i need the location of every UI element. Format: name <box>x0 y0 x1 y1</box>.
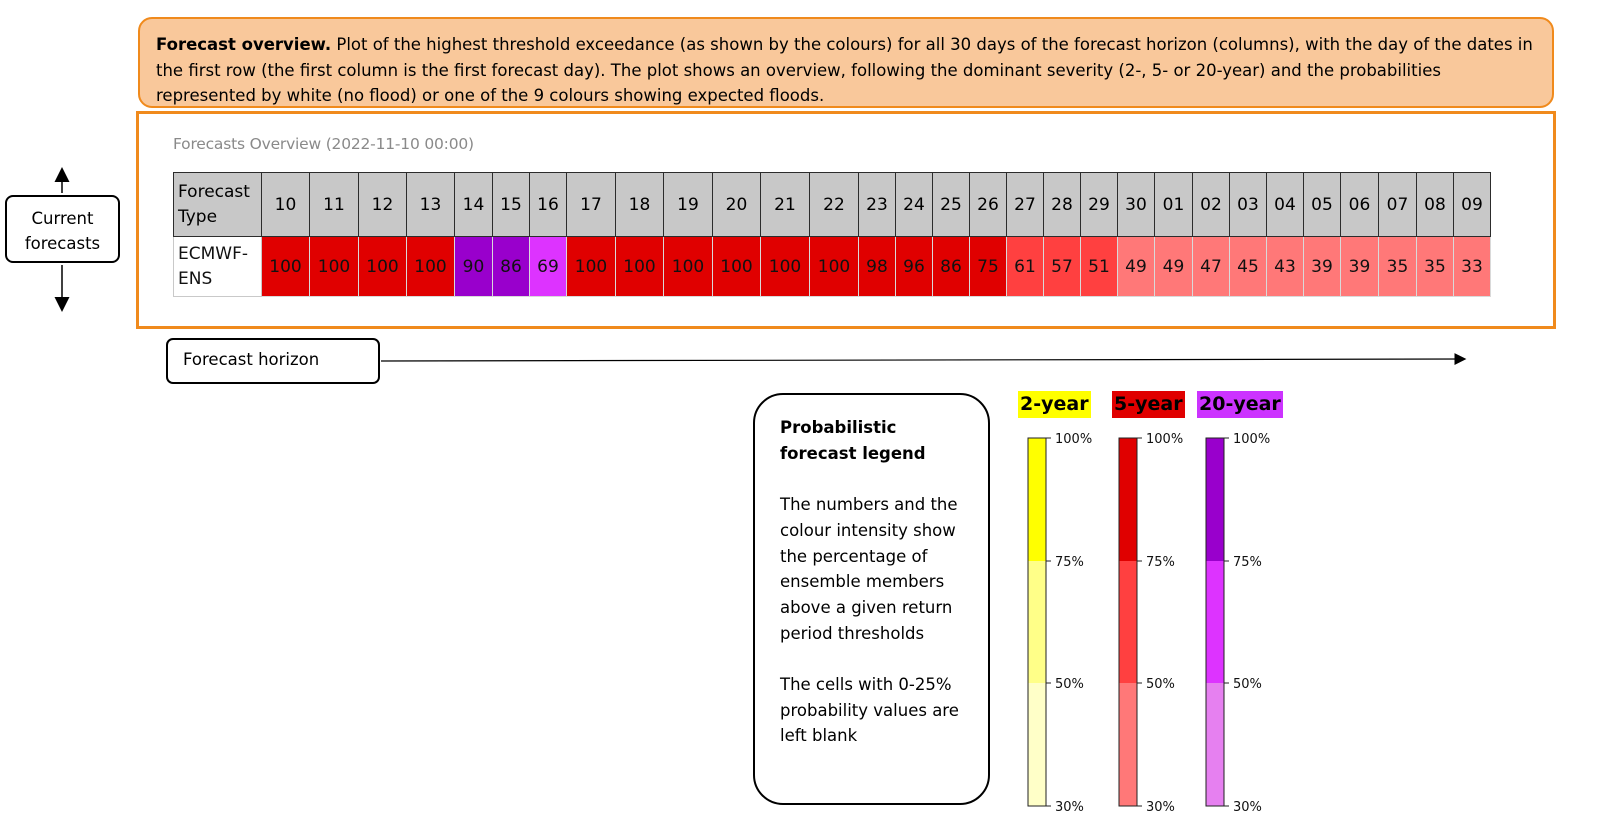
colorbar-tick-label: 50% <box>1055 677 1084 692</box>
probability-cell-01: 49 <box>1155 237 1193 297</box>
day-header-06: 06 <box>1341 173 1379 237</box>
colorbar-band <box>1028 438 1046 561</box>
probability-cell-20: 100 <box>713 237 761 297</box>
probability-cell-25: 86 <box>933 237 970 297</box>
day-header-19: 19 <box>664 173 713 237</box>
colorbar-title-5-year: 5-year <box>1112 391 1185 418</box>
day-header-24: 24 <box>896 173 933 237</box>
day-header-02: 02 <box>1193 173 1230 237</box>
probability-cell-13: 100 <box>407 237 455 297</box>
colorbar-tick-label: 75% <box>1055 555 1084 570</box>
colorbar-tick-label: 30% <box>1055 800 1084 815</box>
probability-cell-16: 69 <box>530 237 567 297</box>
colorbar-tick-label: 50% <box>1233 677 1262 692</box>
colorbar-band <box>1028 683 1046 806</box>
probability-cell-15: 86 <box>493 237 530 297</box>
day-header-14: 14 <box>455 173 493 237</box>
probability-cell-17: 100 <box>567 237 616 297</box>
probability-cell-28: 57 <box>1044 237 1081 297</box>
probability-cell-06: 39 <box>1341 237 1379 297</box>
probability-cell-08: 35 <box>1417 237 1454 297</box>
day-header-01: 01 <box>1155 173 1193 237</box>
day-header-30: 30 <box>1118 173 1155 237</box>
day-header-28: 28 <box>1044 173 1081 237</box>
probability-cell-10: 100 <box>262 237 310 297</box>
callout-text: Plot of the highest threshold exceedance (as shown by the colours) for all 30 days of the forecast horizon (columns), with the day of the dates in the first row (the first column is the first forecast day). The plot shows an overview, following the dominant severity (2-, 5- or 20-year) and the probabilities represented by white (no flood) or one of the 9 colours showing expected floods. <box>156 35 1533 105</box>
probability-cell-04: 43 <box>1267 237 1304 297</box>
colorbar-band <box>1206 438 1224 561</box>
probability-cell-23: 98 <box>859 237 896 297</box>
colorbar-tick-label: 30% <box>1233 800 1262 815</box>
overview-title: Forecasts Overview (2022-11-10 00:00) <box>173 135 474 153</box>
colorbar-band <box>1119 438 1137 561</box>
probability-cell-09: 33 <box>1454 237 1491 297</box>
probability-cell-30: 49 <box>1118 237 1155 297</box>
probability-cell-07: 35 <box>1379 237 1417 297</box>
current-forecasts-label: Current forecasts <box>5 195 120 263</box>
day-header-27: 27 <box>1007 173 1044 237</box>
forecast-horizon-label: Forecast horizon <box>166 338 380 384</box>
colorbar-tick-label: 50% <box>1146 677 1175 692</box>
probability-cell-12: 100 <box>359 237 407 297</box>
colorbar-title-20-year: 20-year <box>1197 391 1283 418</box>
probability-cell-26: 75 <box>970 237 1007 297</box>
colorbar-band <box>1028 561 1046 683</box>
colorbar-band <box>1119 683 1137 806</box>
probability-cell-22: 100 <box>810 237 859 297</box>
day-header-16: 16 <box>530 173 567 237</box>
day-header-11: 11 <box>310 173 359 237</box>
probability-cell-05: 39 <box>1304 237 1341 297</box>
probability-cell-21: 100 <box>761 237 810 297</box>
day-header-13: 13 <box>407 173 455 237</box>
day-header-29: 29 <box>1081 173 1118 237</box>
colorbar-tick-label: 75% <box>1146 555 1175 570</box>
colorbar-band <box>1206 561 1224 683</box>
probability-cell-24: 96 <box>896 237 933 297</box>
day-header-18: 18 <box>616 173 664 237</box>
colorbar-tick-label: 100% <box>1055 432 1093 447</box>
probability-cell-02: 47 <box>1193 237 1230 297</box>
colorbar-band <box>1119 561 1137 683</box>
day-header-21: 21 <box>761 173 810 237</box>
colorbar-title-2-year: 2-year <box>1018 391 1091 418</box>
probability-cell-03: 45 <box>1230 237 1267 297</box>
day-header-08: 08 <box>1417 173 1454 237</box>
colorbar-tick-label: 100% <box>1146 432 1184 447</box>
probability-cell-27: 61 <box>1007 237 1044 297</box>
colorbar-tick-label: 100% <box>1233 432 1271 447</box>
day-header-22: 22 <box>810 173 859 237</box>
day-header-05: 05 <box>1304 173 1341 237</box>
probability-cell-18: 100 <box>616 237 664 297</box>
day-header-17: 17 <box>567 173 616 237</box>
probability-cell-11: 100 <box>310 237 359 297</box>
day-header-09: 09 <box>1454 173 1491 237</box>
probability-cell-14: 90 <box>455 237 493 297</box>
legend-para-2: The cells with 0-25% probability values are left blank <box>780 675 959 746</box>
ecmwf-ens-label: ECMWF-ENS <box>174 237 262 297</box>
legend-title: Probabilistic forecast legend <box>780 418 926 463</box>
probability-cell-19: 100 <box>664 237 713 297</box>
callout-title: Forecast overview. <box>156 35 332 54</box>
day-header-15: 15 <box>493 173 530 237</box>
day-header-04: 04 <box>1267 173 1304 237</box>
day-header-12: 12 <box>359 173 407 237</box>
probability-cell-29: 51 <box>1081 237 1118 297</box>
colorbar-tick-label: 30% <box>1146 800 1175 815</box>
day-header-07: 07 <box>1379 173 1417 237</box>
day-header-03: 03 <box>1230 173 1267 237</box>
day-header-10: 10 <box>262 173 310 237</box>
legend-para-1: The numbers and the colour intensity show the percentage of ensemble members above a given return period thresholds <box>780 495 958 643</box>
day-header-25: 25 <box>933 173 970 237</box>
day-header-23: 23 <box>859 173 896 237</box>
day-header-26: 26 <box>970 173 1007 237</box>
day-header-20: 20 <box>713 173 761 237</box>
colorbar-tick-label: 75% <box>1233 555 1262 570</box>
forecast-type-header: Forecast Type <box>174 173 262 237</box>
colorbar-band <box>1206 683 1224 806</box>
